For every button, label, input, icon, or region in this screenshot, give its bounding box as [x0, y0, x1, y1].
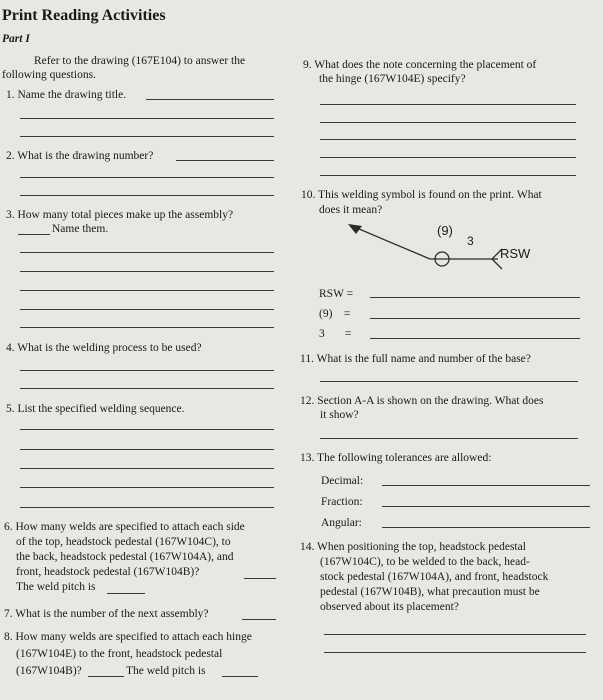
- answer-line-10-3[interactable]: [370, 338, 580, 339]
- question-10-line-2: does it mean?: [319, 204, 383, 216]
- question-9: 9. What does the note concerning the placement of: [303, 59, 537, 71]
- symbol-arrow-line: [352, 226, 430, 259]
- answer-line-3d[interactable]: [20, 309, 274, 310]
- question-14-line-5: observed about its placement?: [320, 601, 459, 613]
- answer-line-9c[interactable]: [320, 139, 576, 140]
- answer-line-3c[interactable]: [20, 290, 274, 291]
- answer-line-10-rsw[interactable]: [370, 297, 580, 298]
- question-14-line-3: stock pedestal (167W104A), and front, headstock: [320, 571, 549, 583]
- question-7: 7. What is the number of the next assembly?: [4, 608, 209, 620]
- answer-line-11[interactable]: [320, 381, 578, 382]
- question-1: 1. Name the drawing title.: [6, 89, 127, 101]
- answer-line-9b[interactable]: [320, 122, 576, 123]
- answer-line-7[interactable]: [242, 619, 276, 620]
- answer-line-10-9[interactable]: [370, 318, 580, 319]
- question-6: 6. How many welds are specified to attach each side: [4, 521, 245, 533]
- answer-line-14b[interactable]: [324, 652, 586, 653]
- answer-line-6-count[interactable]: [244, 578, 276, 579]
- question-14: 14. When positioning the top, headstock pedestal: [300, 541, 526, 553]
- question-6-line-3: the back, headstock pedestal (167W104A), and: [16, 551, 234, 563]
- answer-line-5a[interactable]: [20, 429, 274, 430]
- question-8-pitch-label: The weld pitch is: [126, 665, 206, 677]
- question-8-line-2: (167W104E) to the front, headstock pedestal: [16, 648, 223, 660]
- q10-answer-label-9: (9) =: [319, 308, 351, 320]
- answer-line-3e[interactable]: [20, 327, 274, 328]
- question-9-line-2: the hinge (167W104E) specify?: [319, 73, 466, 85]
- question-12: 12. Section A-A is shown on the drawing. What does: [300, 395, 544, 407]
- answer-line-3-count[interactable]: [18, 234, 50, 235]
- answer-line-2b[interactable]: [20, 177, 274, 178]
- answer-line-5b[interactable]: [20, 449, 274, 450]
- answer-line-3b[interactable]: [20, 271, 274, 272]
- answer-line-2a[interactable]: [176, 160, 274, 161]
- question-12-line-2: it show?: [320, 409, 359, 421]
- answer-line-13-angular[interactable]: [382, 527, 590, 528]
- page-title: Print Reading Activities: [2, 7, 166, 24]
- answer-line-4b[interactable]: [20, 388, 274, 389]
- question-13: 13. The following tolerances are allowed:: [300, 452, 492, 464]
- tolerance-fraction-label: Fraction:: [321, 496, 363, 508]
- symbol-side-label: 3: [467, 234, 474, 248]
- answer-line-8-count[interactable]: [88, 676, 124, 677]
- tolerance-angular-label: Angular:: [321, 517, 362, 529]
- answer-line-1c[interactable]: [20, 136, 274, 137]
- answer-line-5c[interactable]: [20, 468, 274, 469]
- question-14-line-2: (167W104C), to be welded to the back, head-: [320, 556, 530, 568]
- answer-line-1b[interactable]: [20, 118, 274, 119]
- answer-line-3a[interactable]: [20, 252, 274, 253]
- answer-line-5d[interactable]: [20, 487, 274, 488]
- question-8: 8. How many welds are specified to attach each hinge: [4, 631, 252, 643]
- question-11: 11. What is the full name and number of the base?: [300, 353, 531, 365]
- question-2: 2. What is the drawing number?: [6, 150, 154, 162]
- intro-line-2: following questions.: [2, 69, 96, 81]
- q10-answer-label-3: 3 =: [319, 328, 352, 340]
- answer-line-1a[interactable]: [146, 99, 274, 100]
- answer-line-12[interactable]: [320, 438, 578, 439]
- answer-line-9d[interactable]: [320, 157, 576, 158]
- tolerance-decimal-label: Decimal:: [321, 475, 364, 487]
- answer-line-6-pitch[interactable]: [107, 593, 145, 594]
- question-6-line-2: of the top, headstock pedestal (167W104C), to: [16, 536, 231, 548]
- answer-line-13-decimal[interactable]: [382, 485, 590, 486]
- question-6-line-4: front, headstock pedestal (167W104B)?: [16, 566, 200, 578]
- symbol-top-label: (9): [437, 223, 453, 238]
- question-8-line-3: (167W104B)?: [16, 665, 82, 677]
- question-5: 5. List the specified welding sequence.: [6, 403, 185, 415]
- answer-line-5e[interactable]: [20, 507, 274, 508]
- intro-line-1: Refer to the drawing (167E104) to answer the: [34, 55, 246, 67]
- q10-answer-label-rsw: RSW =: [319, 288, 354, 300]
- question-10: 10. This welding symbol is found on the print. What: [301, 189, 542, 201]
- answer-line-4a[interactable]: [20, 370, 274, 371]
- question-6-line-5: The weld pitch is: [16, 581, 96, 593]
- part-label: Part I: [2, 33, 30, 45]
- question-3: 3. How many total pieces make up the assembly?: [6, 209, 234, 221]
- answer-line-8-pitch[interactable]: [222, 676, 258, 677]
- answer-line-14a[interactable]: [324, 634, 586, 635]
- answer-line-13-fraction[interactable]: [382, 506, 590, 507]
- answer-line-9a[interactable]: [320, 104, 576, 105]
- question-14-line-4: pedestal (167W104B), what precaution must be: [320, 586, 540, 598]
- symbol-tail-label: RSW: [500, 246, 531, 261]
- question-4: 4. What is the welding process to be used?: [6, 342, 202, 354]
- answer-line-9e[interactable]: [320, 175, 576, 176]
- question-3-line-2: Name them.: [52, 223, 109, 235]
- answer-line-2c[interactable]: [20, 195, 274, 196]
